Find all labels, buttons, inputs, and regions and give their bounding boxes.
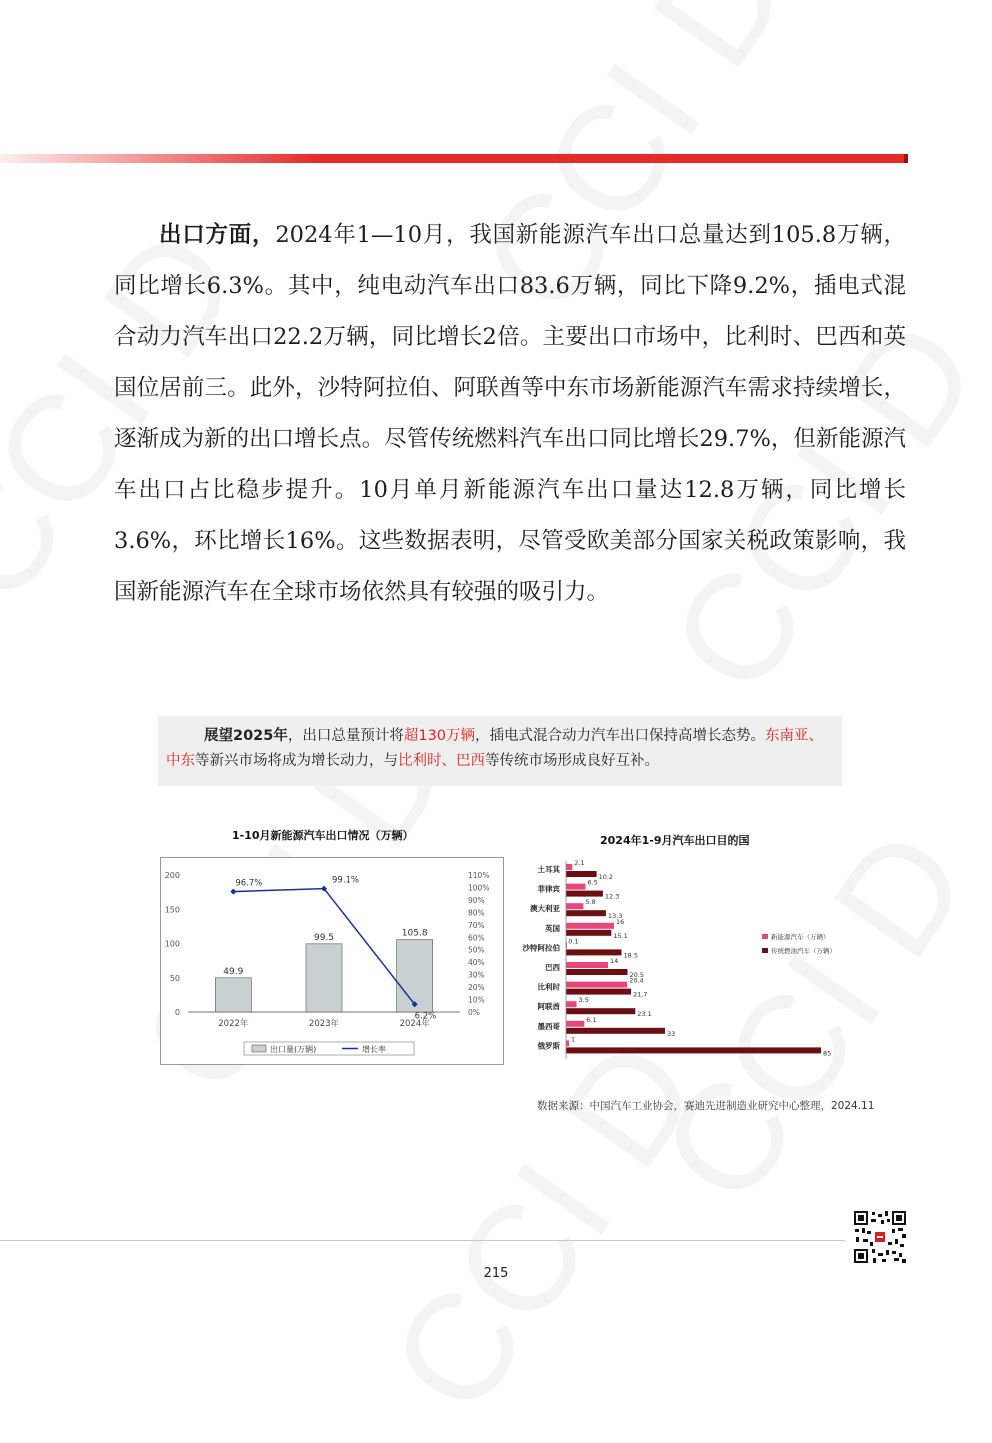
- data-source: 数据来源：中国汽车工业协会，赛迪先进制造业研究中心整理，2024.11: [537, 1100, 875, 1112]
- chart2-nev-bar: [566, 1001, 577, 1007]
- chart2-title: 2024年1-9月汽车出口目的国: [600, 834, 750, 847]
- chart2-fuel-bar: [566, 891, 603, 897]
- chart2-nev-bar: [566, 962, 608, 968]
- chart2-legend-label: 传统燃油汽车（万辆）: [771, 947, 836, 955]
- chart2-nev-label: 20.4: [629, 976, 644, 985]
- header-red-bar: [0, 154, 908, 163]
- chart1-bar: [215, 978, 251, 1012]
- chart1-growth-label: 6.2%: [414, 1011, 437, 1022]
- chart1-y2-tick: 90%: [468, 895, 485, 905]
- chart1-y2-tick: 60%: [468, 933, 485, 943]
- header-red-bar-end: [904, 154, 908, 163]
- chart2-fuel-label: 23.1: [637, 1010, 652, 1019]
- chart2-fuel-bar: [566, 949, 622, 955]
- chart1-y2-tick: 20%: [468, 983, 485, 993]
- chart2-fuel-label: 85: [823, 1049, 832, 1058]
- nev-export-chart: [160, 857, 504, 1065]
- callout-highlight: 比利时、巴西: [398, 753, 485, 769]
- chart2-legend-swatch: [762, 948, 768, 953]
- chart2-fuel-bar: [566, 1047, 821, 1053]
- callout-text: ，出口总量预计将: [287, 728, 404, 744]
- chart2-nev-bar: [566, 982, 627, 988]
- chart2-fuel-label: 10.2: [598, 873, 614, 881]
- chart2-category-label: 英国: [545, 923, 560, 933]
- chart1-y2-tick: 100%: [468, 883, 490, 893]
- chart2-legend-label: 新能源汽车（万辆）: [771, 933, 830, 941]
- chart2-category-label: 比利时: [537, 982, 560, 992]
- chart2-nev-label: 14: [610, 957, 619, 965]
- chart2-category-label: 菲律宾: [537, 884, 560, 894]
- chart1-y-tick: 100: [164, 939, 180, 949]
- chart1-growth-label: 96.7%: [235, 878, 263, 889]
- qr-code-icon[interactable]: [852, 1209, 908, 1265]
- chart1-title: 1-10月新能源汽车出口情况（万辆）: [232, 829, 414, 842]
- callout-text: 等传统市场形成良好互补。: [485, 753, 659, 769]
- chart2-category-label: 巴西: [545, 963, 560, 972]
- footer-divider: [0, 1240, 845, 1241]
- chart1-y2-tick: 30%: [468, 970, 485, 980]
- callout-highlight: 超130万辆: [403, 728, 476, 744]
- callout-text: 等新兴市场将成为增长动力，与: [195, 753, 398, 769]
- chart1-bar-label: 49.9: [223, 966, 244, 977]
- chart2-fuel-bar: [566, 1028, 665, 1034]
- chart2-fuel-bar: [566, 1008, 635, 1014]
- article-body: [114, 210, 906, 618]
- chart2-nev-bar: [566, 1040, 569, 1046]
- chart2-nev-bar: [566, 884, 586, 890]
- chart1-y-tick: 150: [164, 905, 180, 915]
- chart1-legend-label: 增长率: [362, 1045, 386, 1054]
- chart2-category-label: 沙特阿拉伯: [522, 943, 560, 953]
- chart2-nev-label: 0.1: [568, 937, 579, 946]
- callout-highlight: 东南亚、中东: [166, 728, 824, 769]
- chart2-fuel-label: 18.5: [623, 951, 638, 960]
- chart2-nev-label: 1: [571, 1035, 576, 1044]
- watermark: [356, 1010, 732, 1443]
- callout-text: ，插电式混合动力汽车出口保持高增长态势。: [475, 728, 766, 744]
- article-lead: 出口方面，: [159, 222, 276, 248]
- chart2-legend-swatch: [762, 934, 768, 939]
- article-text: 2024年1—10月，我国新能源汽车出口总量达到105.8万辆，同比增长6.3%。其中，纯电动汽车出口83.6万辆，同比下降9.2%，插电式混合动力汽车出口22.2万辆，同比增长2倍。主要出口市场中，比利时、巴西和英国位居前三。此外，沙特阿拉伯、阿联酋等中东市场新能源汽车需求持续增长，逐渐成为新的出口增长点。尽管传统燃料汽车出口同比增长29.7%，但新能源汽车出口占比稳步提升。10月单月新能源汽车出口量达12.8万辆，同比增长3.6%，环比增长16%。这些数据表明，尽管受欧美部分国家关税政策影响，我国新能源汽车在全球市场依然具有较强的吸引力。: [114, 222, 906, 605]
- chart2-nev-label: 16: [616, 917, 625, 926]
- chart1-y2-tick: 110%: [468, 871, 490, 880]
- chart2-fuel-bar: [566, 969, 628, 975]
- chart2-nev-bar: [566, 923, 614, 929]
- chart2-fuel-label: 12.3: [604, 892, 620, 901]
- chart1-legend-label: 出口量(万辆): [270, 1045, 317, 1054]
- chart2-category-label: 澳大利亚: [530, 904, 560, 914]
- chart2-fuel-bar: [566, 989, 631, 995]
- chart2-nev-label: 6.1: [586, 1015, 597, 1024]
- chart1-y-tick: 0: [174, 1008, 180, 1017]
- chart2-fuel-label: 15.1: [613, 931, 628, 940]
- chart2-nev-bar: [566, 864, 572, 870]
- chart1-bar-label: 99.5: [313, 932, 335, 943]
- chart2-category-label: 墨西哥: [537, 1021, 560, 1031]
- chart1-y-tick: 200: [164, 871, 180, 880]
- chart1-x-tick: 2023年: [308, 1019, 340, 1029]
- chart2-category-label: 土耳其: [537, 865, 560, 874]
- chart2-fuel-bar: [566, 871, 597, 877]
- chart1-x-tick: 2022年: [218, 1019, 249, 1029]
- chart2-nev-label: 3.5: [578, 996, 589, 1005]
- chart1-bar: [306, 944, 342, 1012]
- chart2-fuel-label: 13.3: [607, 912, 623, 921]
- chart2-nev-bar: [566, 903, 583, 909]
- export-destination-chart: [510, 855, 850, 1067]
- chart1-y2-tick: 50%: [468, 945, 485, 955]
- chart2-fuel-label: 21.7: [633, 990, 648, 999]
- chart2-fuel-label: 33: [667, 1029, 676, 1038]
- callout-lead: 展望2025年: [204, 728, 288, 744]
- chart1-bar: [397, 940, 433, 1012]
- chart2-nev-label: 2.1: [574, 859, 585, 867]
- page-number: 215: [483, 1266, 509, 1281]
- outlook-callout-text: [166, 724, 836, 774]
- chart1-y2-tick: 80%: [468, 908, 485, 918]
- chart1-bar-label: 105.8: [401, 928, 428, 939]
- article-paragraph: [114, 210, 906, 618]
- chart2-fuel-bar: [566, 930, 611, 936]
- chart2-nev-label: 6.5: [587, 878, 598, 887]
- chart1-x-tick: 2024年: [399, 1019, 430, 1029]
- chart2-fuel-label: 20.5: [629, 971, 644, 979]
- chart2-category-label: 阿联酋: [537, 1002, 560, 1012]
- chart2-nev-label: 5.8: [585, 898, 596, 907]
- chart1-y2-tick: 40%: [468, 958, 485, 968]
- chart1-y2-tick: 0%: [468, 1008, 480, 1017]
- chart1-y2-tick: 10%: [468, 995, 485, 1005]
- chart2-fuel-bar: [566, 910, 606, 916]
- chart2-nev-bar: [566, 1021, 584, 1027]
- chart2-category-label: 俄罗斯: [537, 1041, 560, 1051]
- chart1-y-tick: 50: [169, 973, 180, 983]
- chart1-legend-swatch: [252, 1045, 266, 1052]
- chart1-y2-tick: 70%: [468, 920, 485, 930]
- chart1-growth-label: 99.1%: [332, 875, 360, 886]
